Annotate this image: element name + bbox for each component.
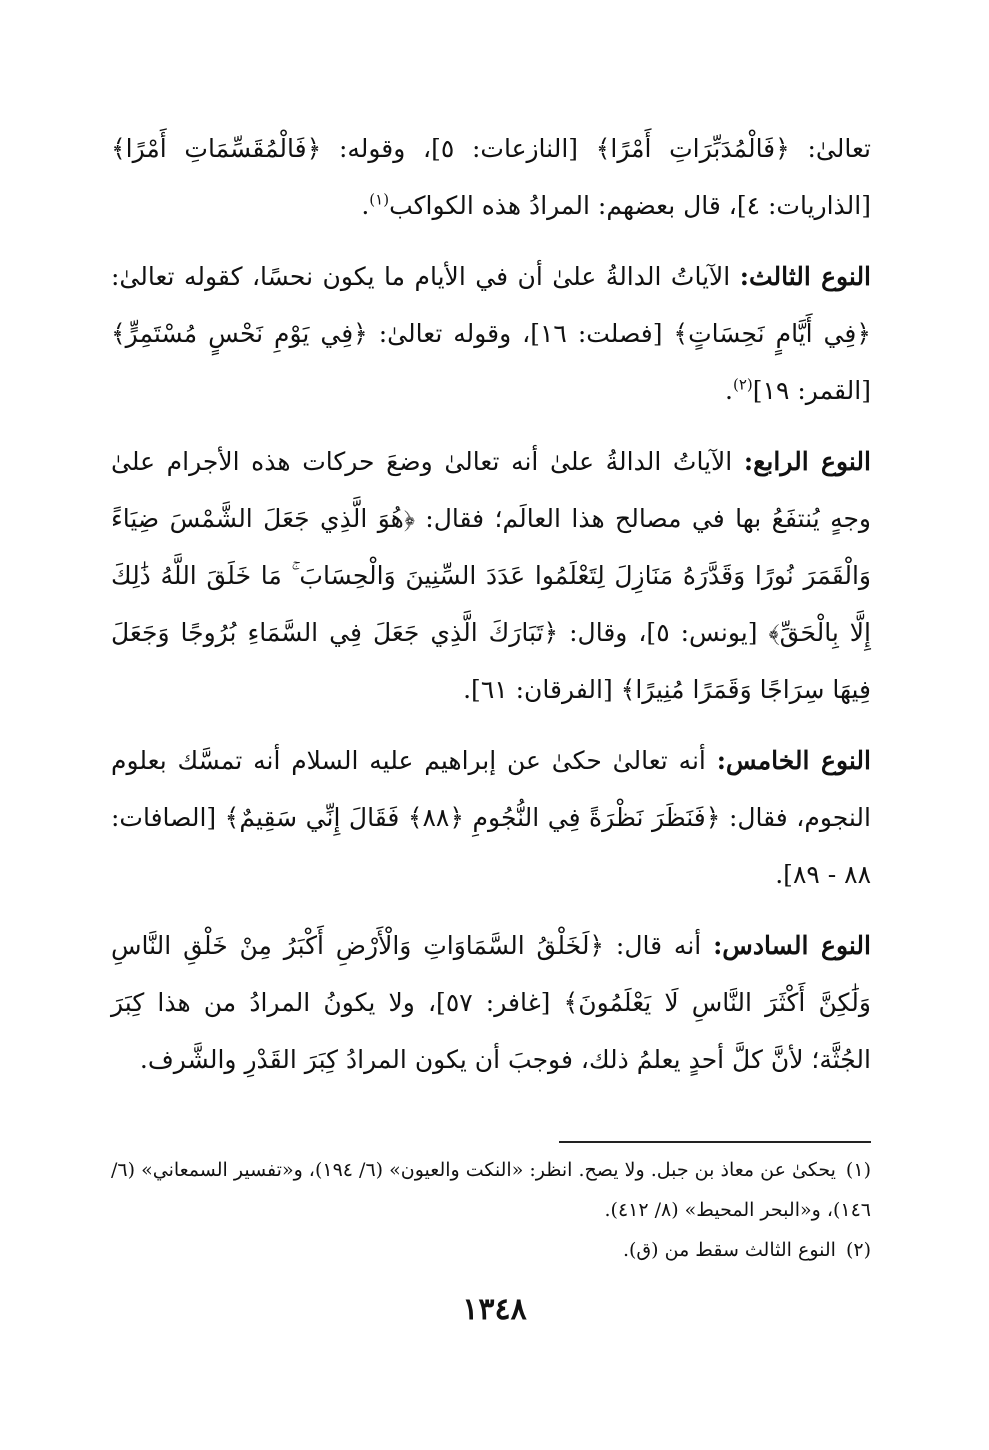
paragraph-tail: . — [361, 191, 370, 220]
footnote-ref[interactable]: (٢) — [733, 375, 753, 394]
footnote-1 — [111, 1150, 871, 1230]
paragraph-fourth-type — [111, 433, 871, 718]
paragraph-text: أنه تعالىٰ حكىٰ عن إبراهيم عليه السلام أنه تمسَّك بعلوم النجوم، فقال: ﴿فَنَظَرَ نَظْرَةً فِي النُّجُومِ ﴿٨٨﴾ فَقَالَ إِنِّي سَقِيمٌ﴾ [الصافات: ٨٨ - ٨٩]. — [111, 746, 871, 889]
paragraph-heading: النوع الخامس: — [716, 746, 871, 775]
footnote-text: النوع الثالث سقط من (ق). — [622, 1239, 836, 1261]
main-text — [111, 120, 871, 1102]
paragraph-heading: النوع السادس: — [713, 931, 871, 960]
footnote-ref[interactable]: (١) — [369, 190, 390, 209]
page-number: ١٣٤٨ — [462, 1292, 527, 1327]
paragraph-tail: . — [725, 376, 733, 405]
paragraph-fifth-type — [111, 732, 871, 903]
paragraph-text: الآياتُ الدالةُ علىٰ أن في الأيام ما يكون نحسًا، كقوله تعالىٰ: ﴿فِي أَيَّامٍ نَحِسَاتٍ﴾ [فصلت: ١٦]، وقوله تعالىٰ: ﴿فِي يَوْمِ نَحْسٍ مُسْتَمِرٍّ﴾ [القمر: ١٩] — [111, 262, 871, 405]
footnotes — [111, 1150, 871, 1270]
paragraph-text: تعالىٰ: ﴿فَالْمُدَبِّرَاتِ أَمْرًا﴾ [النازعات: ٥]، وقوله: ﴿فَالْمُقَسِّمَاتِ أَمْرًا﴾ [الذاريات: ٤]، قال بعضهم: المرادُ هذه الكواكب — [111, 134, 871, 220]
footnote-text: يحكىٰ عن معاذ بن جبل. ولا يصح. انظر: «النكت والعيون» (٦/ ١٩٤)، و«تفسير السمعاني» (٦/ ١٤٦)، و«البحر المحيط» (٨/ ٤١٢). — [111, 1159, 871, 1221]
paragraph-heading: النوع الثالث: — [739, 262, 872, 291]
paragraph-continuation — [111, 120, 871, 234]
footnote-2 — [111, 1230, 871, 1270]
paragraph-text: الآياتُ الدالةُ علىٰ أنه تعالىٰ وضعَ حركات هذه الأجرام علىٰ وجهٍ يُنتفَعُ بها في مصالح هذا العالَم؛ فقال: ﴿هُوَ الَّذِي جَعَلَ الشَّمْسَ ضِيَاءً وَالْقَمَرَ نُورًا وَقَدَّرَهُ مَنَازِلَ لِتَعْلَمُوا عَدَدَ السِّنِينَ وَالْحِسَابَ ۚ مَا خَلَقَ اللَّهُ ذَٰلِكَ إِلَّا بِالْحَقِّ﴾ [يونس: ٥]، وقال: ﴿تَبَارَكَ الَّذِي جَعَلَ فِي السَّمَاءِ بُرُوجًا وَجَعَلَ فِيهَا سِرَاجًا وَقَمَرًا مُنِيرًا﴾ [الفرقان: ٦١]. — [111, 447, 871, 704]
paragraph-sixth-type — [111, 917, 871, 1088]
paragraph-heading: النوع الرابع: — [743, 447, 871, 476]
paragraph-third-type — [111, 248, 871, 419]
footnote-number: (٢) — [845, 1239, 871, 1261]
footnote-number: (١) — [845, 1159, 871, 1181]
paragraph-text: أنه قال: ﴿لَخَلْقُ السَّمَاوَاتِ وَالْأَرْضِ أَكْبَرُ مِنْ خَلْقِ النَّاسِ وَلَٰكِنَّ أَكْثَرَ النَّاسِ لَا يَعْلَمُونَ﴾ [غافر: ٥٧]، ولا يكونُ المرادُ من هذا كِبَرَ الجُثَّة؛ لأنَّ كلَّ أحدٍ يعلمُ ذلك، فوجبَ أن يكون المرادُ كِبَرَ القَدْرِ والشَّرف. — [111, 931, 871, 1074]
footnote-divider — [559, 1141, 871, 1143]
